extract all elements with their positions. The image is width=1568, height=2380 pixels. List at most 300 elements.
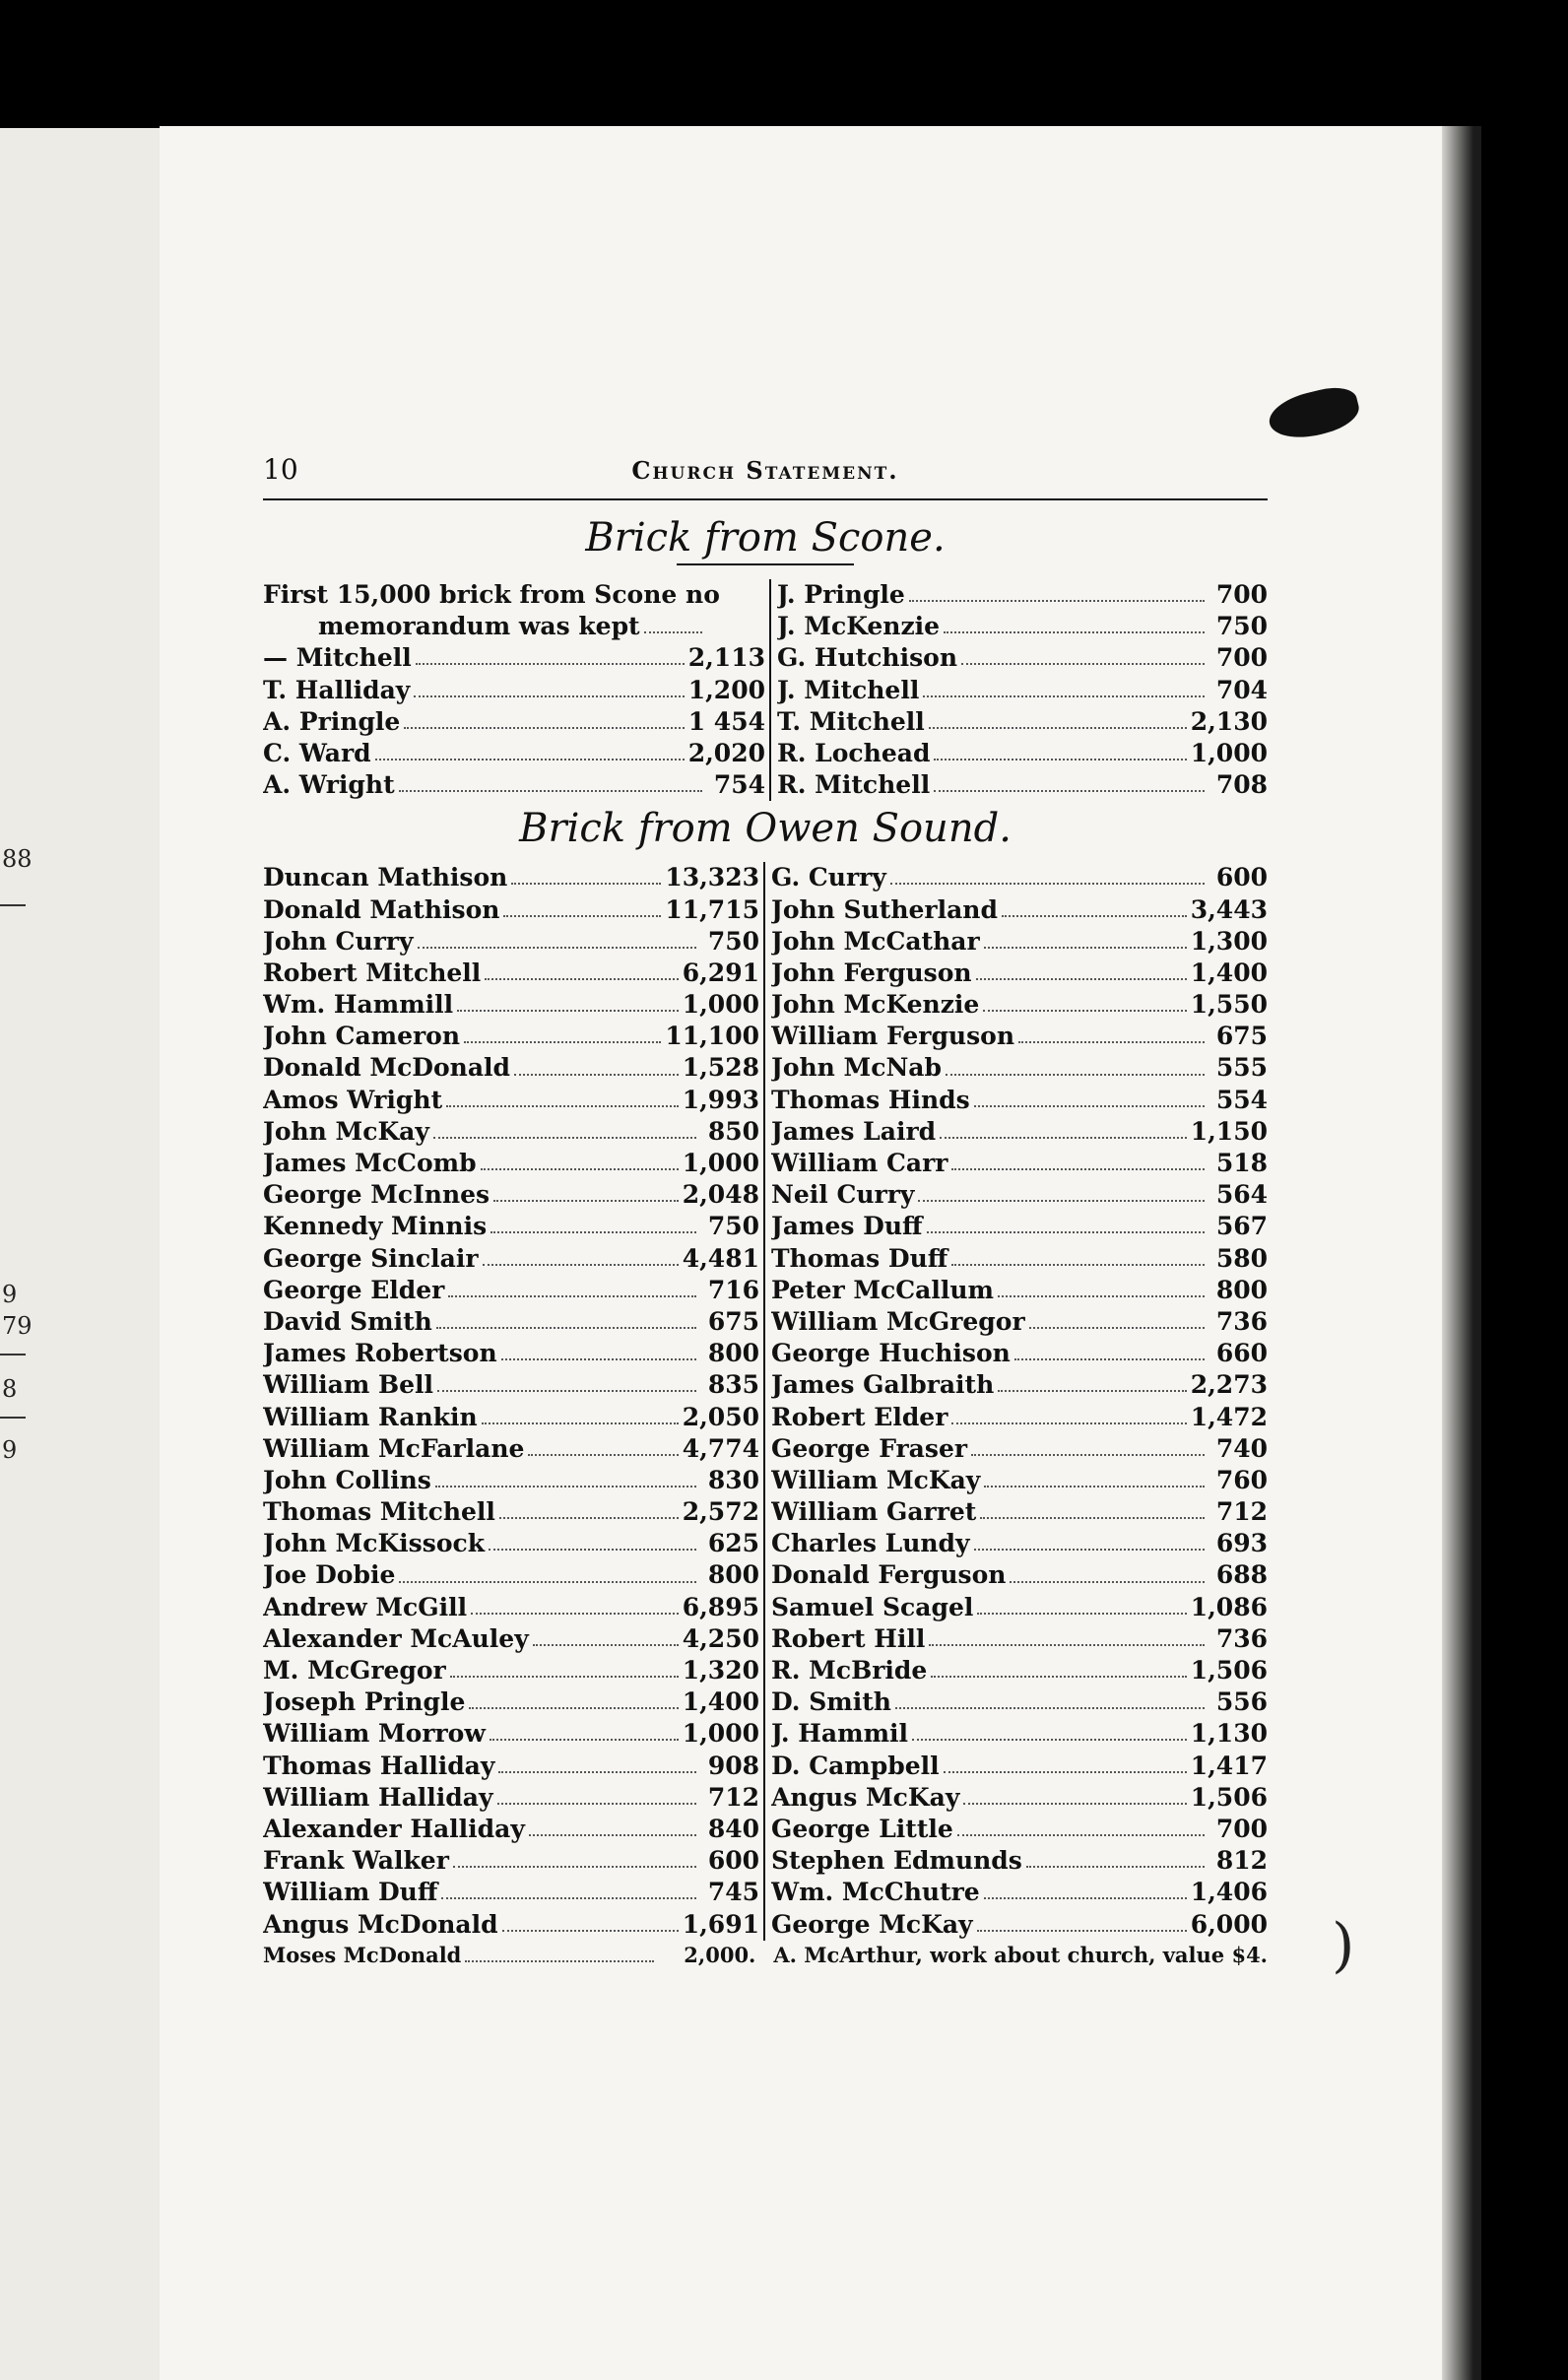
leader-dots: [437, 1390, 696, 1392]
leader-dots: [944, 1771, 1187, 1773]
list-item: [263, 1751, 759, 1782]
entry-amount: 740: [1215, 1433, 1268, 1463]
list-item: [263, 1655, 759, 1686]
entry-name: Stephen Edmunds: [771, 1846, 1022, 1876]
entry-name: William Carr: [771, 1149, 948, 1177]
leader-dots: [984, 947, 1187, 949]
entry-amount: 750: [1215, 612, 1268, 641]
entry-amount: 1,993: [682, 1085, 759, 1114]
leader-dots: [944, 631, 1205, 633]
entry-name: Thomas Hinds: [771, 1085, 970, 1114]
entry-name: Neil Curry: [771, 1180, 915, 1210]
leader-dots: [414, 695, 684, 697]
list-item: [771, 1052, 1268, 1084]
list-item: [771, 1369, 1268, 1401]
leader-dots: [501, 1358, 696, 1360]
entry-name: Charles Lundy: [771, 1529, 970, 1558]
entry-name: William Morrow: [263, 1719, 486, 1749]
list-item: [771, 1433, 1268, 1465]
entry-amount: 812: [1215, 1846, 1268, 1876]
margin-rule: [0, 1354, 26, 1355]
list-item: [263, 1211, 759, 1242]
leader-dots: [963, 1803, 1186, 1805]
entry-name: Thomas Halliday: [263, 1751, 495, 1780]
entry-amount: 736: [1215, 1306, 1268, 1336]
leader-dots: [465, 1960, 653, 1962]
entry-amount: 564: [1215, 1180, 1268, 1210]
left-page-edge: [0, 128, 163, 2380]
margin-mark: ): [1332, 1911, 1355, 1980]
entry-name: Frank Walker: [263, 1846, 449, 1876]
entry-amount: 4,481: [682, 1243, 759, 1273]
leader-dots: [931, 1676, 1186, 1678]
leader-dots: [490, 1231, 696, 1233]
leader-dots: [503, 915, 661, 917]
entry-amount: 1,472: [1190, 1402, 1268, 1431]
entry-name: A. Pringle: [263, 706, 401, 736]
leader-dots: [912, 1739, 1187, 1741]
entry-amount: 6,895: [682, 1592, 759, 1621]
entry-amount: 1,200: [687, 675, 765, 704]
list-item: [771, 1496, 1268, 1528]
entry-amount: 700: [1215, 1814, 1268, 1843]
list-item: [263, 738, 765, 769]
entry-amount: 850: [707, 1116, 759, 1146]
list-item: [263, 1148, 759, 1179]
entry-amount: 1,000: [682, 1149, 759, 1177]
entry-amount: 3,443: [1190, 894, 1268, 924]
entry-name: Andrew McGill: [263, 1592, 468, 1621]
entry-amount: 693: [1215, 1529, 1268, 1558]
entry-name: John Sutherland: [771, 894, 998, 924]
leader-dots: [890, 883, 1205, 885]
entry-amount: 835: [707, 1370, 759, 1400]
entry-name: Thomas Mitchell: [263, 1497, 495, 1527]
entry-amount: 1,528: [682, 1053, 759, 1083]
section-rule: [677, 563, 854, 565]
entry-amount: 1,000: [682, 990, 759, 1020]
entry-name: James Laird: [771, 1116, 937, 1146]
margin-fragment: 9: [2, 1436, 18, 1464]
leader-dots: [1029, 1327, 1205, 1329]
running-title: Church Statement.: [631, 456, 899, 485]
leader-dots: [436, 1327, 696, 1329]
leader-dots: [998, 1295, 1205, 1297]
list-item: [263, 706, 765, 738]
entry-name: Amos Wright: [263, 1085, 443, 1114]
entry-name: First 15,000 brick from Scone no: [263, 580, 720, 609]
entry-amount: 1,320: [682, 1656, 759, 1685]
leader-dots: [528, 1454, 678, 1456]
footer-amount: 2,000.: [684, 1942, 756, 1967]
entry-amount: 13,323: [665, 863, 759, 892]
entry-name: William McFarlane: [263, 1433, 525, 1463]
entry-name: George Huchison: [771, 1339, 1011, 1368]
leader-dots: [929, 727, 1187, 729]
margin-rule: [0, 1417, 26, 1419]
owen-sound-table: [263, 862, 1268, 1940]
leader-dots: [502, 1930, 679, 1932]
leader-dots: [909, 600, 1205, 602]
entry-name: George Fraser: [771, 1433, 968, 1463]
entry-name: Wm. Hammill: [263, 990, 454, 1020]
list-item: [263, 1559, 759, 1591]
entry-name: William Ferguson: [771, 1022, 1015, 1051]
entry-amount: 600: [1215, 863, 1268, 892]
list-item: [771, 1179, 1268, 1211]
list-item: [771, 1686, 1268, 1718]
list-item: [263, 1085, 759, 1116]
entry-amount: 1,300: [1190, 926, 1268, 956]
list-item: [263, 1465, 759, 1496]
list-item: [263, 642, 765, 674]
entry-name: G. Hutchison: [777, 643, 958, 673]
entry-name: James Robertson: [263, 1339, 497, 1368]
entry-amount: 2,113: [687, 643, 765, 673]
entry-amount: 675: [1215, 1022, 1268, 1051]
entry-name: J. Mitchell: [777, 675, 920, 704]
page-content: [263, 453, 1268, 1970]
entry-name: John Cameron: [263, 1022, 461, 1051]
leader-dots: [946, 1074, 1205, 1076]
leader-dots: [974, 1105, 1205, 1107]
entry-name: Robert Elder: [771, 1402, 948, 1431]
entry-name: R. Lochead: [777, 738, 931, 767]
leader-dots: [983, 1010, 1186, 1012]
leader-dots: [399, 790, 702, 792]
list-item: [263, 1338, 759, 1369]
leader-dots: [489, 1549, 696, 1551]
leader-dots: [529, 1834, 696, 1836]
list-item: [771, 1655, 1268, 1686]
entry-amount: 4,774: [682, 1433, 759, 1463]
leader-dots: [923, 695, 1205, 697]
entry-name: Duncan Mathison: [263, 863, 508, 892]
leader-dots: [471, 1613, 679, 1615]
entry-amount: 567: [1215, 1212, 1268, 1241]
entry-name: T. Halliday: [263, 675, 411, 704]
entry-amount: 1,150: [1190, 1116, 1268, 1146]
entry-amount: 2,050: [682, 1402, 759, 1431]
leader-dots: [469, 1707, 678, 1709]
entry-name: D. Campbell: [771, 1751, 940, 1780]
leader-dots: [1026, 1866, 1205, 1868]
list-item: [777, 675, 1268, 706]
entry-amount: 712: [707, 1782, 759, 1812]
entry-name: George Little: [771, 1814, 953, 1843]
page-number: 10: [263, 453, 298, 486]
entry-name: D. Smith: [771, 1687, 891, 1717]
entry-amount: 600: [707, 1846, 759, 1876]
leader-dots: [918, 1200, 1205, 1202]
page-edge-shadow: [1442, 126, 1481, 2380]
list-item: [263, 1718, 759, 1750]
entry-amount: 554: [1215, 1085, 1268, 1114]
list-item: [771, 1845, 1268, 1877]
leader-dots: [493, 1200, 679, 1202]
leader-dots: [511, 883, 661, 885]
list-item: [263, 1909, 759, 1941]
leader-dots: [435, 1486, 696, 1488]
list-item: [263, 989, 759, 1021]
entry-name: James Galbraith: [771, 1370, 995, 1400]
entry-amount: 1,406: [1190, 1878, 1268, 1907]
list-item: [263, 894, 759, 926]
entry-amount: 750: [707, 926, 759, 956]
leader-dots: [457, 1010, 679, 1012]
leader-dots: [951, 1168, 1205, 1170]
entry-name: William Halliday: [263, 1782, 493, 1812]
entry-name: — Mitchell: [263, 643, 412, 673]
entry-amount: 660: [1215, 1339, 1268, 1368]
entry-name: Donald McDonald: [263, 1053, 511, 1083]
entry-amount: 1,086: [1190, 1592, 1268, 1621]
entry-amount: 1,417: [1190, 1751, 1268, 1780]
entry-amount: 1,400: [682, 1687, 759, 1717]
list-item: [771, 1116, 1268, 1148]
list-item: [263, 1021, 759, 1052]
leader-dots: [977, 1613, 1186, 1615]
section-title-scone: Brick from Scone.: [585, 515, 946, 561]
leader-dots: [446, 1105, 679, 1107]
list-item: [771, 1402, 1268, 1433]
list-item: [263, 1592, 759, 1623]
entry-amount: 2,048: [682, 1180, 759, 1210]
entry-name: Donald Mathison: [263, 894, 500, 924]
entry-amount: 6,291: [682, 958, 759, 987]
entry-name: John McKenzie: [771, 990, 980, 1020]
leader-dots: [940, 1137, 1187, 1139]
entry-name: J. McKenzie: [777, 612, 941, 641]
list-item: [771, 1592, 1268, 1623]
entry-amount: 688: [1215, 1560, 1268, 1590]
list-item: [771, 1338, 1268, 1369]
list-item: [263, 1433, 759, 1465]
list-item: [771, 926, 1268, 958]
entry-name: Angus McKay: [771, 1782, 960, 1812]
list-item: [777, 611, 1268, 642]
entry-name: A. Wright: [263, 770, 395, 800]
entry-name: R. Mitchell: [777, 770, 931, 800]
leader-dots: [998, 1390, 1186, 1392]
entry-name: Robert Hill: [771, 1623, 926, 1653]
list-item: [263, 1402, 759, 1433]
list-item: [771, 1814, 1268, 1845]
list-item: [771, 1782, 1268, 1814]
owen-right-column: [765, 862, 1268, 1940]
list-item: [777, 769, 1268, 801]
list-item: [771, 1559, 1268, 1591]
entry-amount: 1,691: [682, 1909, 759, 1939]
entry-amount: 675: [707, 1306, 759, 1336]
entry-name: Thomas Duff: [771, 1243, 948, 1273]
list-item: [771, 894, 1268, 926]
entry-name: William Rankin: [263, 1402, 478, 1431]
list-item: [263, 675, 765, 706]
list-item: [771, 862, 1268, 893]
entry-name: C. Ward: [263, 738, 371, 767]
leader-dots: [951, 1422, 1186, 1424]
entry-name: John McKissock: [263, 1529, 486, 1558]
list-item: [263, 1814, 759, 1845]
list-item: [771, 1021, 1268, 1052]
list-item: [263, 1369, 759, 1401]
leader-dots: [399, 1581, 696, 1583]
entry-amount: 712: [1215, 1497, 1268, 1527]
entry-name: Alexander Halliday: [263, 1814, 525, 1843]
footer-name: Moses McDonald: [263, 1942, 462, 1967]
list-item: [777, 706, 1268, 738]
list-item: [263, 1496, 759, 1528]
entry-amount: 518: [1215, 1149, 1268, 1177]
list-item: [771, 1465, 1268, 1496]
list-item: [263, 1052, 759, 1084]
leader-dots: [951, 1264, 1205, 1266]
leader-dots: [490, 1739, 679, 1741]
entry-name: R. McBride: [771, 1656, 928, 1685]
entry-name: John McCathar: [771, 926, 980, 956]
entry-amount: 4,250: [682, 1623, 759, 1653]
entry-name: George McInnes: [263, 1180, 490, 1210]
entry-amount: 1,130: [1190, 1719, 1268, 1749]
entry-name: Wm. McChutre: [771, 1878, 980, 1907]
entry-name: Peter McCallum: [771, 1275, 994, 1304]
entry-amount: 760: [1215, 1465, 1268, 1494]
list-item: [263, 611, 765, 642]
scone-right-column: [771, 579, 1268, 801]
leader-dots: [481, 1168, 679, 1170]
leader-dots: [929, 1644, 1205, 1646]
leader-dots: [483, 1264, 679, 1266]
list-item: [771, 1085, 1268, 1116]
leader-dots: [416, 663, 685, 665]
entry-name: John Curry: [263, 926, 414, 956]
entry-amount: 750: [707, 1212, 759, 1241]
entry-name: Joseph Pringle: [263, 1687, 466, 1717]
leader-dots: [1014, 1358, 1205, 1360]
entry-amount: 556: [1215, 1687, 1268, 1717]
leader-dots: [464, 1041, 661, 1043]
entry-amount: 700: [1215, 580, 1268, 609]
list-item: [771, 1718, 1268, 1750]
leader-dots: [980, 1517, 1205, 1519]
entry-amount: 555: [1215, 1053, 1268, 1083]
leader-dots: [514, 1074, 679, 1076]
leader-dots: [934, 790, 1205, 792]
scone-table: [263, 579, 1268, 801]
entry-amount: 1,506: [1190, 1782, 1268, 1812]
entry-amount: 754: [713, 770, 765, 800]
leader-dots: [418, 947, 696, 949]
page-header: [263, 453, 1268, 500]
leader-dots: [485, 978, 678, 980]
list-item: [263, 1782, 759, 1814]
leader-dots: [453, 1866, 696, 1868]
entry-amount: 800: [707, 1339, 759, 1368]
leader-dots: [441, 1897, 696, 1899]
entry-amount: 830: [707, 1465, 759, 1494]
owen-left-column: [263, 862, 765, 1940]
entry-amount: 1,000: [682, 1719, 759, 1749]
leader-dots: [644, 631, 702, 633]
entry-name: Kennedy Minnis: [263, 1212, 488, 1241]
entry-name: T. Mitchell: [777, 706, 925, 736]
entry-name: Joe Dobie: [263, 1560, 396, 1590]
entry-amount: 2,020: [687, 738, 765, 767]
list-item: [771, 1751, 1268, 1782]
list-item: [771, 958, 1268, 989]
leader-dots: [1018, 1041, 1205, 1043]
entry-name: J. Pringle: [777, 580, 905, 609]
list-item: [771, 1148, 1268, 1179]
entry-amount: 736: [1215, 1623, 1268, 1653]
list-item: [771, 989, 1268, 1021]
leader-dots: [482, 1422, 679, 1424]
entry-name: Angus McDonald: [263, 1909, 498, 1939]
list-item: [263, 1623, 759, 1655]
entry-name: John McNab: [771, 1053, 942, 1083]
margin-fragment: 88: [2, 845, 33, 873]
list-item: [263, 1877, 759, 1908]
entry-name: M. McGregor: [263, 1656, 446, 1685]
entry-name: John Ferguson: [771, 958, 972, 987]
leader-dots: [974, 1549, 1205, 1551]
margin-fragment: 8: [2, 1375, 18, 1403]
entry-amount: 1,000: [1190, 738, 1268, 767]
entry-amount: 716: [707, 1275, 759, 1304]
entry-name: John McKay: [263, 1116, 429, 1146]
leader-dots: [977, 1930, 1187, 1932]
entry-name: memorandum was kept: [318, 612, 640, 641]
entry-name: Robert Mitchell: [263, 958, 482, 987]
list-item: [777, 642, 1268, 674]
entry-amount: 1,550: [1190, 990, 1268, 1020]
leader-dots: [934, 759, 1186, 760]
leader-dots: [433, 1137, 696, 1139]
list-item: [771, 1211, 1268, 1242]
leader-dots: [448, 1295, 696, 1297]
list-item: [263, 958, 759, 989]
entry-amount: 11,100: [665, 1022, 759, 1051]
entry-name: William Garret: [771, 1497, 977, 1527]
entry-name: Samuel Scagel: [771, 1592, 974, 1621]
list-item: [263, 769, 765, 801]
margin-fragment: 9: [2, 1281, 18, 1308]
entry-amount: 1,506: [1190, 1656, 1268, 1685]
entry-name: Alexander McAuley: [263, 1623, 529, 1653]
list-item: [263, 579, 765, 611]
leader-dots: [971, 1454, 1205, 1456]
entry-amount: 6,000: [1190, 1909, 1268, 1939]
entry-name: William McKay: [771, 1465, 981, 1494]
entry-name: James Duff: [771, 1212, 923, 1241]
leader-dots: [375, 759, 685, 760]
entry-amount: 2,572: [682, 1497, 759, 1527]
list-item: [263, 1179, 759, 1211]
entry-name: William Duff: [263, 1878, 438, 1907]
list-item: [263, 1686, 759, 1718]
list-item: [263, 1528, 759, 1559]
entry-name: William McGregor: [771, 1306, 1025, 1336]
list-item: [771, 1275, 1268, 1306]
entry-amount: 1 454: [687, 706, 765, 736]
list-item: [771, 1909, 1268, 1941]
footer-line: [263, 1941, 1268, 1970]
entry-name: George Sinclair: [263, 1243, 479, 1273]
leader-dots: [895, 1707, 1205, 1709]
entry-amount: 908: [707, 1751, 759, 1780]
margin-rule: [0, 904, 26, 906]
